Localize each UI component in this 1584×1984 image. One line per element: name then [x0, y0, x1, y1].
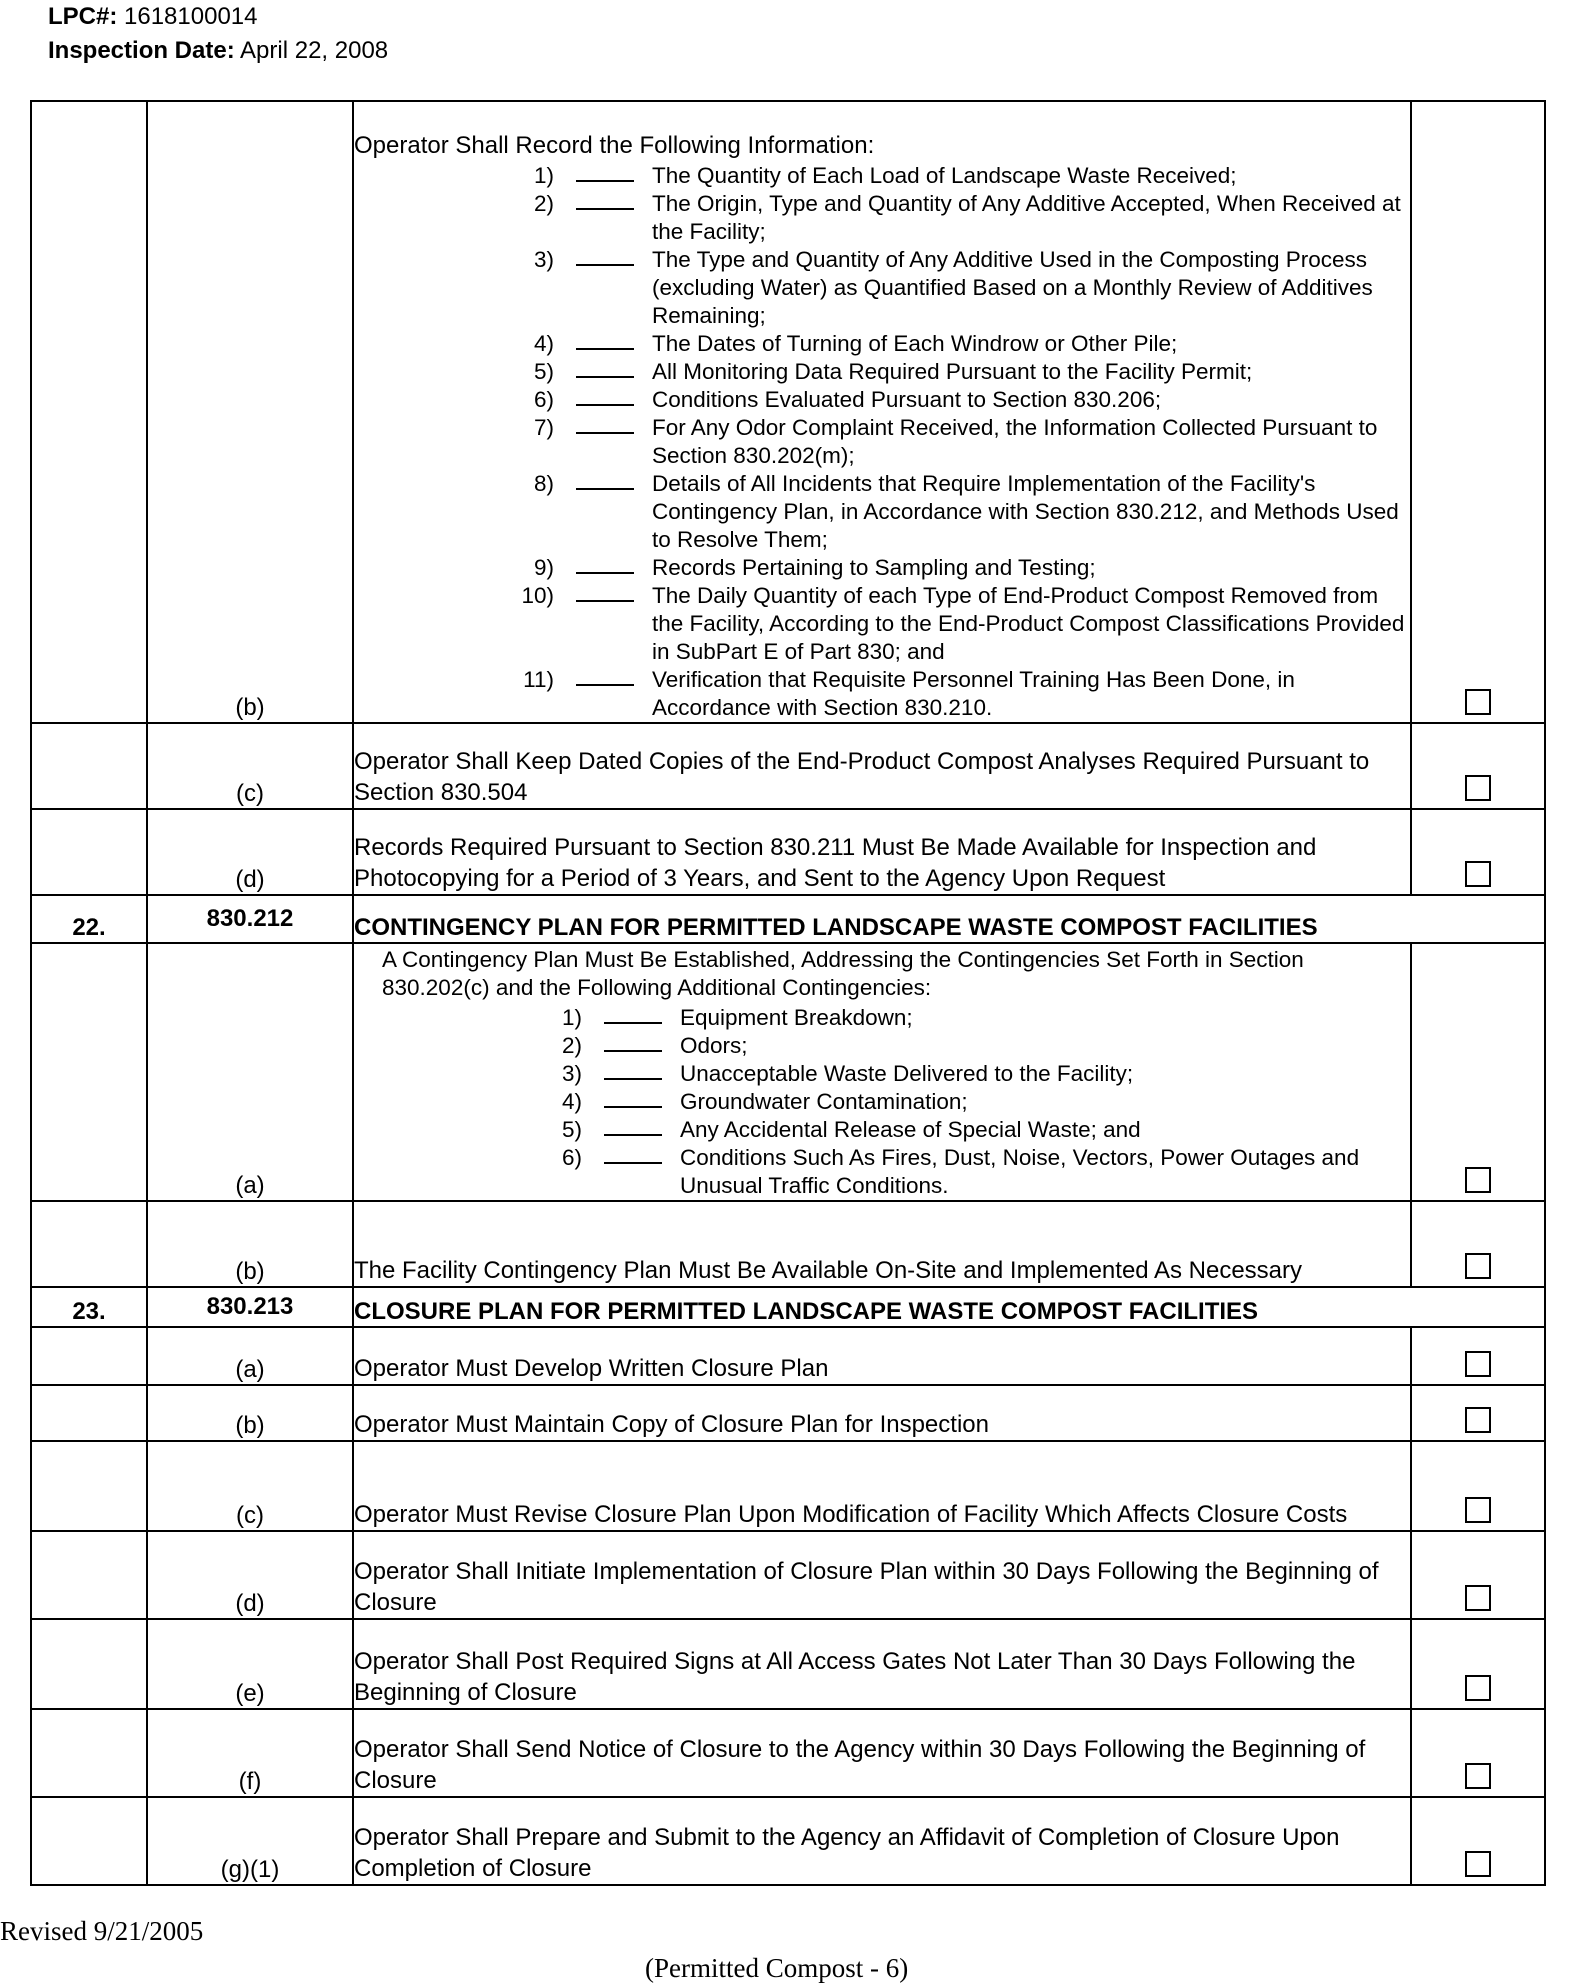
- item-number-cell: [31, 1709, 147, 1797]
- inspection-date-line: [48, 34, 388, 68]
- item-number: 22.: [31, 895, 147, 943]
- list-item: [354, 554, 1410, 582]
- compliance-cell: [1411, 101, 1545, 723]
- list-item-text: Any Accidental Release of Special Waste; and: [680, 1117, 1141, 1142]
- table-row: [31, 1201, 1545, 1287]
- section-number: 830.213: [147, 1287, 353, 1327]
- answer-blank[interactable]: [604, 1060, 662, 1080]
- requirement-cell: Operator Shall Send Notice of Closure to the Agency within 30 Days Following the Beginning of Closure: [353, 1709, 1411, 1797]
- requirement-lead: Operator Shall Record the Following Information:: [354, 132, 875, 159]
- list-item-number: 3): [561, 1061, 582, 1086]
- subsection-cell: (c): [147, 1441, 353, 1531]
- lpc-line: [48, 0, 388, 34]
- list-item-text: Unacceptable Waste Delivered to the Facility;: [680, 1061, 1134, 1086]
- subsection-cell: (d): [147, 809, 353, 895]
- table-row: [31, 943, 1545, 1201]
- compliance-checkbox[interactable]: [1465, 1253, 1491, 1279]
- requirement-cell: Operator Must Develop Written Closure Plan: [353, 1327, 1411, 1385]
- table-row: [31, 1385, 1545, 1441]
- list-item: [354, 414, 1410, 470]
- list-item: [382, 1144, 1410, 1200]
- table-row: [31, 1709, 1545, 1797]
- list-item: [354, 358, 1410, 386]
- list-item-number: 7): [533, 415, 554, 440]
- answer-blank[interactable]: [604, 1088, 662, 1108]
- list-item: [354, 162, 1410, 190]
- answer-blank[interactable]: [604, 1004, 662, 1024]
- item-number: 23.: [31, 1287, 147, 1327]
- answer-blank[interactable]: [604, 1116, 662, 1136]
- section-header-row: [31, 1287, 1545, 1327]
- requirement-cell: Operator Must Maintain Copy of Closure Plan for Inspection: [353, 1385, 1411, 1441]
- requirement-cell: Records Required Pursuant to Section 830.211 Must Be Made Available for Inspection and Photocopying for a Period of 3 Years, and Sent to the Agency Upon Request: [353, 809, 1411, 895]
- list-item: [382, 1060, 1410, 1088]
- list-item-number: 4): [561, 1089, 582, 1114]
- list-item-number: 8): [533, 471, 554, 496]
- answer-blank[interactable]: [576, 666, 634, 686]
- list-item: [354, 582, 1410, 666]
- answer-blank[interactable]: [576, 414, 634, 434]
- compliance-cell: [1411, 1531, 1545, 1619]
- item-number-cell: [31, 1385, 147, 1441]
- requirement-cell: Operator Shall Post Required Signs at All Access Gates Not Later Than 30 Days Following the Beginning of Closure: [353, 1619, 1411, 1709]
- subsection-cell: (a): [147, 1327, 353, 1385]
- item-number-cell: [31, 1531, 147, 1619]
- answer-blank[interactable]: [576, 470, 634, 490]
- compliance-cell: [1411, 723, 1545, 809]
- list-item: [354, 386, 1410, 414]
- section-header-row: [31, 895, 1545, 943]
- list-item-text: The Daily Quantity of each Type of End-Product Compost Removed from the Facility, According to the End-Product Compost Classifications Provided in SubPart E of Part 830; and: [652, 583, 1405, 664]
- subsection-cell: (b): [147, 101, 353, 723]
- item-number-cell: [31, 1441, 147, 1531]
- compliance-cell: [1411, 1709, 1545, 1797]
- requirement-cell: The Facility Contingency Plan Must Be Available On-Site and Implemented As Necessary: [353, 1201, 1411, 1287]
- answer-blank[interactable]: [576, 358, 634, 378]
- list-item-number: 11): [523, 667, 554, 692]
- list-item-text: Records Pertaining to Sampling and Testing;: [652, 555, 1096, 580]
- compliance-cell: [1411, 1327, 1545, 1385]
- list-item-number: 2): [533, 191, 554, 216]
- list-item: [354, 470, 1410, 554]
- item-number-cell: [31, 723, 147, 809]
- section-title: CLOSURE PLAN FOR PERMITTED LANDSCAPE WASTE COMPOST FACILITIES: [353, 1287, 1545, 1327]
- table-row: [31, 1531, 1545, 1619]
- subsection-cell: (c): [147, 723, 353, 809]
- section-title: CONTINGENCY PLAN FOR PERMITTED LANDSCAPE WASTE COMPOST FACILITIES: [353, 895, 1545, 943]
- answer-blank[interactable]: [576, 190, 634, 210]
- list-item-number: 10): [521, 583, 554, 608]
- list-item-number: 5): [561, 1117, 582, 1142]
- compliance-checkbox[interactable]: [1465, 1407, 1491, 1433]
- compliance-checkbox[interactable]: [1465, 689, 1491, 715]
- item-number-cell: [31, 1327, 147, 1385]
- compliance-checkbox[interactable]: [1465, 1763, 1491, 1789]
- subsection-cell: (f): [147, 1709, 353, 1797]
- list-item: [354, 330, 1410, 358]
- subsection-cell: (a): [147, 943, 353, 1201]
- compliance-checkbox[interactable]: [1465, 1851, 1491, 1877]
- list-item-number: 6): [533, 387, 554, 412]
- table-row: [31, 1441, 1545, 1531]
- list-item-number: 9): [533, 555, 554, 580]
- list-item: [382, 1004, 1410, 1032]
- subsection-cell: (d): [147, 1531, 353, 1619]
- list-item-number: 4): [533, 331, 554, 356]
- item-number-cell: [31, 1797, 147, 1885]
- list-item-text: For Any Odor Complaint Received, the Information Collected Pursuant to Section 830.202(m);: [652, 415, 1378, 468]
- list-item: [354, 190, 1410, 246]
- page-header: [48, 0, 388, 68]
- list-item-number: 3): [533, 247, 554, 272]
- list-item-text: The Origin, Type and Quantity of Any Additive Accepted, When Received at the Facility;: [652, 191, 1401, 244]
- subsection-cell: (g)(1): [147, 1797, 353, 1885]
- list-item-number: 2): [561, 1033, 582, 1058]
- list-item: [382, 1116, 1410, 1144]
- requirement-lead: A Contingency Plan Must Be Established, Addressing the Contingencies Set Forth in Section 830.202(c) and the Following Additional Contingencies:: [382, 947, 1304, 1000]
- list-item: [354, 666, 1410, 722]
- section-number: 830.212: [147, 895, 353, 943]
- compliance-cell: [1411, 809, 1545, 895]
- table-row: [31, 809, 1545, 895]
- requirement-cell: [353, 101, 1411, 723]
- list-item-text: Verification that Requisite Personnel Training Has Been Done, in Accordance with Section 830.210.: [652, 667, 1295, 720]
- compliance-cell: [1411, 1441, 1545, 1531]
- compliance-checkbox[interactable]: [1465, 1167, 1491, 1193]
- answer-blank[interactable]: [576, 582, 634, 602]
- subsection-cell: (b): [147, 1201, 353, 1287]
- list-item-text: The Quantity of Each Load of Landscape Waste Received;: [652, 163, 1237, 188]
- table-row: [31, 1797, 1545, 1885]
- compliance-checkbox[interactable]: [1465, 861, 1491, 887]
- answer-blank[interactable]: [604, 1144, 662, 1164]
- item-number-cell: [31, 1619, 147, 1709]
- list-item-number: 1): [533, 163, 554, 188]
- checklist-table: [30, 100, 1546, 1886]
- list-item-text: All Monitoring Data Required Pursuant to the Facility Permit;: [652, 359, 1253, 384]
- compliance-checkbox[interactable]: [1465, 1675, 1491, 1701]
- item-number-cell: [31, 1201, 147, 1287]
- requirement-cell: Operator Shall Keep Dated Copies of the End-Product Compost Analyses Required Pursuant to Section 830.504: [353, 723, 1411, 809]
- page-number: (Permitted Compost - 6): [645, 1953, 909, 1983]
- answer-blank[interactable]: [604, 1032, 662, 1052]
- answer-blank[interactable]: [576, 554, 634, 574]
- item-number-cell: [31, 101, 147, 723]
- compliance-checkbox[interactable]: [1465, 1351, 1491, 1377]
- item-number-cell: [31, 809, 147, 895]
- inspection-date-label: Inspection Date:: [48, 37, 235, 64]
- requirement-cell: Operator Shall Prepare and Submit to the Agency an Affidavit of Completion of Closure Upon Completion of Closure: [353, 1797, 1411, 1885]
- table-row: [31, 723, 1545, 809]
- lpc-number: 1618100014: [124, 3, 258, 30]
- list-item: [382, 1032, 1410, 1060]
- subsection-cell: (b): [147, 1385, 353, 1441]
- compliance-cell: [1411, 943, 1545, 1201]
- list-item: [354, 246, 1410, 330]
- table-row: [31, 1327, 1545, 1385]
- answer-blank[interactable]: [576, 330, 634, 350]
- list-item-text: Details of All Incidents that Require Implementation of the Facility's Contingency Plan, in Accordance with Section 830.212, and Methods Used to Resolve Them;: [652, 471, 1399, 552]
- list-item-number: 5): [533, 359, 554, 384]
- compliance-cell: [1411, 1201, 1545, 1287]
- compliance-cell: [1411, 1797, 1545, 1885]
- table-row: [31, 1619, 1545, 1709]
- revision-note: Revised 9/21/2005: [0, 1916, 204, 1946]
- table-row: [31, 101, 1545, 723]
- compliance-checkbox[interactable]: [1465, 1497, 1491, 1523]
- requirement-cell: Operator Must Revise Closure Plan Upon Modification of Facility Which Affects Closure Costs: [353, 1441, 1411, 1531]
- list-item-text: The Type and Quantity of Any Additive Used in the Composting Process (excluding Water) as Quantified Based on a Monthly Review of Additives Remaining;: [652, 247, 1373, 328]
- list-item-text: Conditions Such As Fires, Dust, Noise, Vectors, Power Outages and Unusual Traffic Conditions.: [680, 1145, 1360, 1198]
- list-item-text: Equipment Breakdown;: [680, 1005, 913, 1030]
- answer-blank[interactable]: [576, 246, 634, 266]
- item-number-cell: [31, 943, 147, 1201]
- requirement-cell: Operator Shall Initiate Implementation of Closure Plan within 30 Days Following the Beginning of Closure: [353, 1531, 1411, 1619]
- inspection-date: April 22, 2008: [240, 37, 389, 64]
- list-item: [382, 1088, 1410, 1116]
- compliance-cell: [1411, 1619, 1545, 1709]
- list-item-text: Groundwater Contamination;: [680, 1089, 968, 1114]
- list-item-text: Odors;: [680, 1033, 748, 1058]
- list-item-number: 6): [561, 1145, 582, 1170]
- requirement-list: [382, 1004, 1410, 1200]
- requirement-list: [354, 162, 1410, 722]
- list-item-text: Conditions Evaluated Pursuant to Section 830.206;: [652, 387, 1162, 412]
- requirement-cell: [353, 943, 1411, 1201]
- answer-blank[interactable]: [576, 386, 634, 406]
- lpc-label: LPC#:: [48, 3, 118, 30]
- compliance-cell: [1411, 1385, 1545, 1441]
- list-item-number: 1): [561, 1005, 582, 1030]
- compliance-checkbox[interactable]: [1465, 775, 1491, 801]
- compliance-checkbox[interactable]: [1465, 1585, 1491, 1611]
- list-item-text: The Dates of Turning of Each Windrow or Other Pile;: [652, 331, 1178, 356]
- answer-blank[interactable]: [576, 162, 634, 182]
- subsection-cell: (e): [147, 1619, 353, 1709]
